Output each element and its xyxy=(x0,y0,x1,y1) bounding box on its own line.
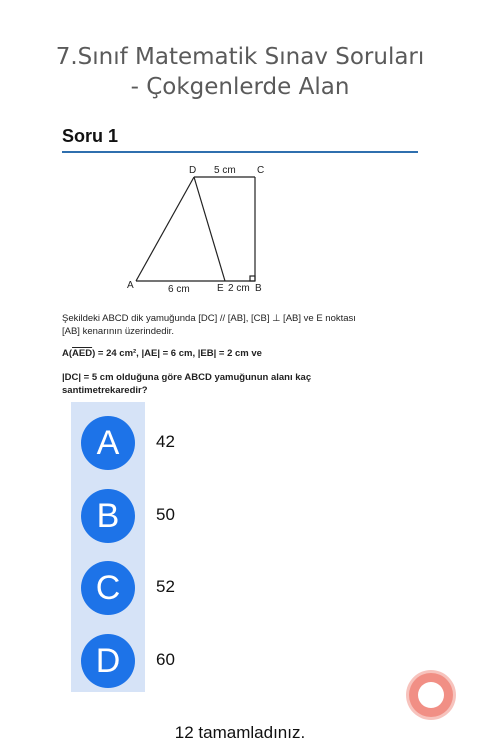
bell-icon xyxy=(418,682,444,708)
choice-c-value: 52 xyxy=(156,577,175,596)
segment-de xyxy=(194,177,225,281)
choice-d-value: 60 xyxy=(156,650,175,669)
question-text: Şekildeki ABCD dik yamuğunda [DC] // [AB], [CB] ⊥ [AB] ve E noktası [AB] kenarının üzerindedir. xyxy=(62,313,356,337)
section-title: Soru 1 xyxy=(62,126,119,146)
label-d: D xyxy=(189,165,197,176)
label-dc-length: 5 cm xyxy=(214,165,236,176)
progress-text: 12 tamamladınız. xyxy=(174,723,306,742)
given-arc: $\overline{AED}$ xyxy=(72,348,93,359)
label-eb-length: 2 cm xyxy=(228,283,250,294)
right-angle-mark xyxy=(250,276,255,281)
choice-d-letter[interactable]: D xyxy=(81,634,135,688)
choice-a[interactable] xyxy=(71,416,291,470)
trapezoid-diagram xyxy=(118,160,278,300)
choice-c[interactable] xyxy=(71,561,291,615)
choice-c-letter[interactable]: C xyxy=(81,561,135,615)
choices-panel xyxy=(71,402,175,692)
question-ask: |DC| = 5 cm olduğuna göre ABCD yamuğunun alanı kaç santimetrekaredir? xyxy=(62,372,312,396)
page-title xyxy=(0,42,480,102)
page-title-line-1: 7.Sınıf Matematik Sınav Soruları xyxy=(55,44,425,70)
given-suffix: ) = 24 cm², |AE| = 6 cm, |EB| = 2 cm ve xyxy=(92,348,262,359)
label-e: E xyxy=(217,283,224,294)
choice-a-value: 42 xyxy=(156,432,175,451)
question-given xyxy=(62,347,362,360)
choice-b-letter[interactable]: B xyxy=(81,489,135,543)
given-prefix: A( xyxy=(62,348,73,359)
choice-b[interactable] xyxy=(71,489,291,543)
trapezoid-figure xyxy=(118,160,278,300)
page-title-line-2: - Çokgenlerde Alan xyxy=(130,74,350,100)
side-da xyxy=(136,177,194,281)
label-a: A xyxy=(127,280,134,291)
choice-a-letter[interactable]: A xyxy=(81,416,135,470)
label-ae-length: 6 cm xyxy=(168,284,190,295)
choice-d[interactable] xyxy=(71,634,291,688)
notification-button[interactable] xyxy=(409,673,453,717)
choice-b-value: 50 xyxy=(156,505,175,524)
section-divider xyxy=(62,151,418,153)
label-b: B xyxy=(255,283,262,294)
label-c: C xyxy=(257,165,265,176)
